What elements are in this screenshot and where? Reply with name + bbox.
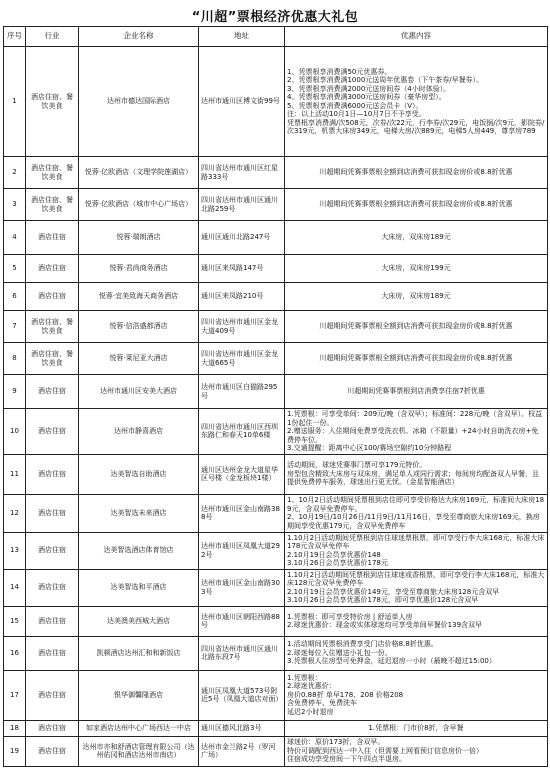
cell-company: 达州市静喜酒店	[79, 409, 199, 455]
table-row	[4, 532, 548, 569]
cell-offer	[285, 343, 548, 375]
offer-line: 大床房，双床房189元	[381, 233, 451, 242]
cell-offer	[285, 375, 548, 409]
header-company: 企业名称	[79, 27, 199, 47]
table-row	[4, 311, 548, 343]
cell-industry: 酒店住宿	[26, 409, 79, 455]
cell-industry: 酒店住宿	[26, 375, 79, 409]
cell-industry: 酒店住宿	[26, 569, 79, 606]
cell-address: 达州市通川区白猫路295号	[199, 375, 285, 409]
cell-offer	[285, 255, 548, 283]
table-row	[4, 494, 548, 532]
table-row	[4, 636, 548, 670]
cell-no: 14	[4, 569, 26, 606]
table-row	[4, 670, 548, 720]
cell-industry: 酒店住宿、餐饮美食	[26, 343, 79, 375]
offer-line: 5、凭票根享消费满6000元送会员卡（V）。	[287, 101, 423, 110]
cell-offer	[285, 532, 548, 569]
offer-line: 3.10月26日会员享优惠价178元	[287, 559, 388, 567]
offer-line: 大床房，双床房189元	[381, 292, 451, 301]
cell-offer	[285, 720, 548, 736]
cell-address: 达州市通川区凤凰大道292号	[199, 532, 285, 569]
cell-industry: 酒店住宿	[26, 454, 79, 494]
cell-no: 9	[4, 375, 26, 409]
cell-company: 凯顿酒店达州汇和和新饭店	[79, 636, 199, 670]
table-row	[4, 283, 548, 311]
cell-industry: 酒店住宿	[26, 283, 79, 311]
cell-company: 悦蓉·瑞朗酒店	[79, 221, 199, 255]
cell-industry: 酒店住宿、餐饮美食	[26, 157, 79, 189]
offer-line: 1.凭票根：门市价8折，含早餐	[368, 723, 464, 732]
header-address: 地址	[199, 27, 285, 47]
offer-line: 住宿成功享受房间一下午四点半退房。	[287, 755, 406, 764]
table-row	[4, 375, 548, 409]
cell-no: 10	[4, 409, 26, 455]
cell-offer	[285, 569, 548, 606]
offer-line: 2.球迷每位入住赠送小礼包一份。	[287, 648, 392, 657]
cell-no: 4	[4, 221, 26, 255]
cell-address: 通川区凤凰大道573号附近5号（凤凰大道店对面）	[199, 670, 285, 720]
offer-line: 球迷价：原价173折，含双早。	[287, 738, 385, 747]
cell-industry: 酒店住宿、餐饮美食	[26, 311, 79, 343]
cell-offer	[285, 311, 548, 343]
offer-line: 2、凭票根享消费满1000元送周年优惠卷（下午茶券/早餐券）。	[287, 76, 484, 84]
cell-offer	[285, 157, 548, 189]
table-row	[4, 157, 548, 189]
cell-address: 通川区德风北路3号	[199, 720, 285, 736]
cell-industry: 酒店住宿	[26, 736, 79, 766]
cell-offer	[285, 736, 548, 766]
table-row	[4, 606, 548, 636]
cell-address: 达州市通川区朝阳西路88号	[199, 606, 285, 636]
cell-no: 18	[4, 720, 26, 736]
offer-line: 川超期间凭赛事票根到店消费享住宿7折优惠	[347, 387, 485, 396]
offer-line: 3.10月26日会员享优惠价178元，即可享优惠价128元含双早	[287, 596, 479, 604]
cell-offer	[285, 189, 548, 221]
offer-line: 1、凭票根享消费满50元优惠券。	[287, 67, 392, 76]
offer-line: 含免费停车、免费洗车	[287, 699, 357, 708]
cell-address: 四川省达州市通川区红星路333号	[199, 157, 285, 189]
table-row	[4, 454, 548, 494]
offer-line: 1.活动期间凭票根消费享受门店价格8.8折优惠。	[287, 640, 438, 649]
cell-industry: 酒店住宿	[26, 532, 79, 569]
offer-line: 房价0.88折 单早178、208 价格208	[287, 690, 404, 699]
cell-industry: 酒店住宿、餐饮美食	[26, 47, 79, 157]
cell-company: 悦蓉·君尚商务酒店	[79, 255, 199, 283]
table-row	[4, 221, 548, 255]
table-header-row	[4, 27, 548, 47]
table-row	[4, 255, 548, 283]
cell-industry: 酒店住宿	[26, 494, 79, 532]
offer-line: 延迟2小时退房	[287, 707, 334, 716]
offer-line: 1.凭票根：可享受单间：209元/晚（含双早）；标准间：228元/晚（含双早）。权益1份起住一份。	[287, 410, 543, 427]
header-offer: 优惠内容	[285, 27, 548, 47]
cell-address: 四川省达州市通川区西圳东路仁和春天10单6楼	[199, 409, 285, 455]
cell-company: 银华御馨隆酒店	[79, 670, 199, 720]
cell-no: 19	[4, 736, 26, 766]
cell-no: 12	[4, 494, 26, 532]
cell-company: 悦蓉·莱尼亚大酒店	[79, 343, 199, 375]
table-row	[4, 569, 548, 606]
header-industry: 行业	[26, 27, 79, 47]
cell-offer	[285, 221, 548, 255]
cell-company: 达美智选和平酒店	[79, 569, 199, 606]
cell-offer	[285, 47, 548, 157]
cell-company: 达州市亦和舒酒店管理有限公司（达州佑冈和酒店达州市南店）	[79, 736, 199, 766]
cell-company: 达州市德达国际酒店	[79, 47, 199, 157]
cell-no: 13	[4, 532, 26, 569]
cell-company: 达美智选酒店体育馆店	[79, 532, 199, 569]
offer-line: 2.10月19日会员享优惠价148	[287, 550, 381, 559]
cell-company: 悦蓉·亿欧酒店（文理学院莲湖店）	[79, 157, 199, 189]
cell-address: 通川区达州金龙大道星华区号楼（金龙板块1楼）	[199, 454, 285, 494]
table-row	[4, 409, 548, 455]
cell-no: 5	[4, 255, 26, 283]
cell-address: 达州市通川区金山南路388号	[199, 494, 285, 532]
cell-offer	[285, 494, 548, 532]
cell-no: 17	[4, 670, 26, 720]
table-row	[4, 736, 548, 766]
offer-line: 特价可调配到西达一中入住（但需要上网看预订信息房价一倍）	[287, 746, 483, 755]
cell-no: 1	[4, 47, 26, 157]
offer-line: 川超期间凭赛事票根全额到店消费可获扣现金房价或8.8折优惠	[319, 354, 513, 363]
cell-company: 达美澳美西城大酒店	[79, 606, 199, 636]
table-row	[4, 720, 548, 736]
cell-company: 悦蓉·信浩盛都酒店	[79, 311, 199, 343]
cell-offer	[285, 283, 548, 311]
offer-line: 3、凭票根享消费满2000元送房间券（4小时体验）。	[287, 84, 451, 93]
cell-address: 达州市通川区博文街99号	[199, 47, 285, 157]
cell-no: 3	[4, 189, 26, 221]
offer-line: 川超期间凭赛事票根全额到店消费可获扣现金房价或8.8折优惠	[319, 168, 513, 177]
table-row	[4, 189, 548, 221]
cell-company: 达美智选自助酒店	[79, 454, 199, 494]
cell-offer	[285, 409, 548, 455]
offer-line: 1、10月2日活动期间凭票根到店住即可享受价格达大床房169元，标准间大床房189元，含双早免费停车。	[287, 496, 545, 513]
cell-address: 四川省达州市通川区金龙大道409号	[199, 311, 285, 343]
cell-address: 通川区来凤路210号	[199, 283, 285, 311]
cell-address: 四川省达州市通川区通川北路东段7号	[199, 636, 285, 670]
cell-industry: 酒店住宿	[26, 636, 79, 670]
offer-line: 大床房，双床房199元	[381, 264, 451, 273]
cell-address: 四川省达州市通川区通川北路259号	[199, 189, 285, 221]
offer-line: 3.凭票根人住房型可免押金，延迟退房一小时（最晚不超过15:00）	[287, 657, 496, 666]
cell-no: 8	[4, 343, 26, 375]
discount-table	[3, 26, 548, 767]
cell-industry: 酒店住宿	[26, 720, 79, 736]
offer-line: 凭票根享消费满/次508元，次券/次22元，行李券/次29元，电饭锅/次9元，影院券/次319元，机票大床房349元，电梯大房/次889元，电梯5人房449，尊享房789	[287, 118, 545, 135]
offer-line: 川超期间凭赛事票根全额到店消费可获扣现金房价或8.8折优惠	[319, 200, 513, 209]
page-title: “川超”票根经济优惠大礼包	[191, 10, 359, 25]
offer-line: 2.10月19日会员享优惠价149元，享受至尊商旅大床房128元含双早	[287, 587, 500, 596]
cell-industry: 酒店住宿	[26, 255, 79, 283]
cell-industry: 酒店住宿、餐饮美食	[26, 189, 79, 221]
offer-line: 3.交通提醒：距离中心区100/赛场空隙约10分钟路程	[287, 444, 452, 452]
offer-line: 2.球迷优惠价：现金或实体球迷均可享受单间早餐价139含双早	[287, 621, 483, 629]
cell-industry: 酒店住宿	[26, 221, 79, 255]
table-row	[4, 343, 548, 375]
offer-line: 2.球迷优惠价：	[287, 682, 336, 691]
cell-address: 通川区通川北路247号	[199, 221, 285, 255]
cell-offer	[285, 670, 548, 720]
offer-line: 1.10月2日活动期间凭票根到店住球迷票根票，即可享受行李大床168元，标准大床178元含双早免停车	[287, 533, 545, 550]
cell-no: 15	[4, 606, 26, 636]
cell-offer	[285, 454, 548, 494]
offer-line: 1.凭票根：即可享受特价房 | 舒适单人房	[287, 612, 413, 621]
cell-company: 达美智选未来酒店	[79, 494, 199, 532]
header-no: 序号	[4, 27, 26, 47]
offer-line: 2.赠送服务：入住期间免费享受洗衣机、冰箱（不限量）+24小时自助洗衣房+免费停车位。	[287, 427, 539, 444]
cell-offer	[285, 606, 548, 636]
offer-line: 活动期间，球迷凭赛事门票可享179元特价。	[287, 461, 427, 470]
offer-line: 4、凭票根享消费满3000元送房间券（豪华房型）。	[287, 93, 446, 101]
offer-line: 1.凭票根：	[287, 673, 322, 682]
offer-line: 1.10月2日活动期间凭票根到店住球迷或香根票，即可享受行李大床168元，标准大床128元含双早免费停车	[287, 570, 545, 587]
cell-address: 通川区来凤路147号	[199, 255, 285, 283]
cell-address: 四川省达州市通川区金龙大道665号	[199, 343, 285, 375]
cell-company: 悦蓉·亿欧酒店（城市中心广场店）	[79, 189, 199, 221]
offer-line: 房型包含精致大床房与双床房，满足单人或同行需求；每间房均配备双人早餐，且提供免费停车服务，球迷出行更无忧。（金星智能酒店）	[287, 469, 539, 487]
cell-address: 达州市通川区金山南路303号	[199, 569, 285, 606]
cell-industry: 酒店住宿	[26, 606, 79, 636]
cell-offer	[285, 636, 548, 670]
cell-industry: 酒店住宿	[26, 670, 79, 720]
cell-no: 16	[4, 636, 26, 670]
cell-no: 2	[4, 157, 26, 189]
cell-company: 达州市通川区安美大酒店	[79, 375, 199, 409]
cell-no: 11	[4, 454, 26, 494]
cell-no: 7	[4, 311, 26, 343]
cell-company: 如家酒店达州中心广场西达一中店	[79, 720, 199, 736]
cell-address: 达州市金兰路2号（罗河广场）	[199, 736, 285, 766]
offer-line: 川超期间凭赛事票根全额到店消费可获扣现金房价或8.8折优惠	[319, 322, 513, 331]
cell-no: 6	[4, 283, 26, 311]
table-row	[4, 47, 548, 157]
offer-line: 注：以上活动10月1日—10月7日不予享受。	[287, 110, 426, 118]
cell-company: 悦蓉·宜美致海天商务酒店	[79, 283, 199, 311]
offer-line: 2、10月19日/10月26日/11月9日/11月16日，享受至尊商旅大床房169元，换房期间享受优惠179元，含双早免费停车	[287, 513, 540, 530]
